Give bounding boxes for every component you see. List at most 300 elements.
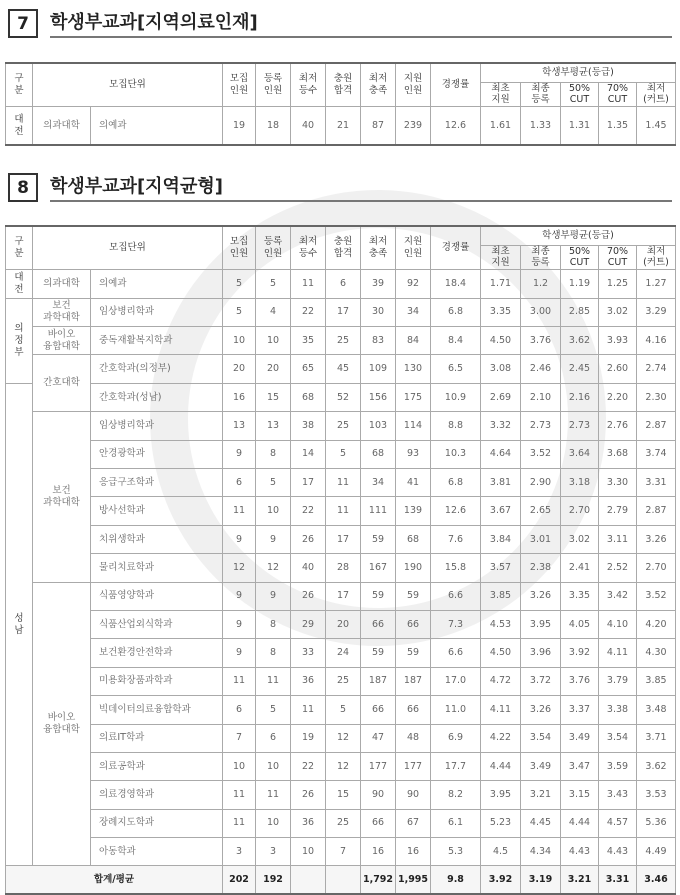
value-cell: 21 <box>326 107 361 145</box>
value-cell: 59 <box>361 639 396 667</box>
value-cell: 3.54 <box>599 724 637 752</box>
value-cell: 109 <box>361 355 396 383</box>
value-cell: 11 <box>223 667 256 695</box>
value-cell: 1.19 <box>561 270 599 298</box>
value-cell: 2.60 <box>599 355 637 383</box>
value-cell: 66 <box>361 696 396 724</box>
value-cell: 17 <box>326 525 361 553</box>
total-value-cell: 1,792 <box>361 866 396 894</box>
header-applicants: 지원 인원 <box>396 63 431 107</box>
value-cell: 90 <box>361 781 396 809</box>
value-cell: 1.25 <box>599 270 637 298</box>
department-cell: 중독재활복지학과 <box>91 327 223 355</box>
value-cell: 114 <box>396 412 431 440</box>
table-row <box>6 667 676 695</box>
header-first: 최초 지원 <box>481 82 521 107</box>
value-cell: 3.42 <box>599 582 637 610</box>
header-cut50: 50% CUT <box>561 245 599 270</box>
value-cell: 3.48 <box>637 696 676 724</box>
header-cut50: 50% CUT <box>561 82 599 107</box>
value-cell: 10 <box>256 752 291 780</box>
value-cell: 17.7 <box>431 752 481 780</box>
value-cell: 1.71 <box>481 270 521 298</box>
value-cell: 68 <box>396 525 431 553</box>
value-cell: 3.76 <box>561 667 599 695</box>
value-cell: 68 <box>291 383 326 411</box>
table-regional-medical-talent <box>5 62 676 146</box>
value-cell: 28 <box>326 554 361 582</box>
value-cell: 3.35 <box>561 582 599 610</box>
value-cell: 2.74 <box>637 355 676 383</box>
total-value-cell: 9.8 <box>431 866 481 894</box>
value-cell: 139 <box>396 497 431 525</box>
value-cell: 4.22 <box>481 724 521 752</box>
department-cell: 빅데이터의료융합학과 <box>91 696 223 724</box>
value-cell: 5.36 <box>637 809 676 837</box>
value-cell: 3.49 <box>521 752 561 780</box>
value-cell: 87 <box>361 107 396 145</box>
value-cell: 190 <box>396 554 431 582</box>
value-cell: 2.65 <box>521 497 561 525</box>
value-cell: 10.9 <box>431 383 481 411</box>
header-first: 최초 지원 <box>481 245 521 270</box>
value-cell: 10.3 <box>431 440 481 468</box>
value-cell: 11.0 <box>431 696 481 724</box>
value-cell: 59 <box>361 582 396 610</box>
header-gpa-group: 학생부평균(등급) <box>481 226 676 245</box>
value-cell: 6.9 <box>431 724 481 752</box>
value-cell: 20 <box>256 355 291 383</box>
value-cell: 2.20 <box>599 383 637 411</box>
table-regional-balance <box>5 225 676 895</box>
header-recruit: 모집 인원 <box>223 63 256 107</box>
value-cell: 11 <box>223 809 256 837</box>
value-cell: 4.53 <box>481 610 521 638</box>
value-cell: 4.05 <box>561 610 599 638</box>
department-cell: 보건환경안전학과 <box>91 639 223 667</box>
college-cell: 보건 과학대학 <box>33 298 91 326</box>
value-cell: 84 <box>396 327 431 355</box>
value-cell: 14 <box>291 440 326 468</box>
department-cell: 간호학과(의정부) <box>91 355 223 383</box>
value-cell: 11 <box>256 781 291 809</box>
value-cell: 8.4 <box>431 327 481 355</box>
value-cell: 3.52 <box>637 582 676 610</box>
department-cell: 임상병리학과 <box>91 412 223 440</box>
value-cell: 4.57 <box>599 809 637 837</box>
department-cell: 치위생학과 <box>91 525 223 553</box>
table-row <box>6 383 676 411</box>
table-row <box>6 497 676 525</box>
section-title: 학생부교과[지역균형] <box>50 172 672 202</box>
value-cell: 5 <box>223 298 256 326</box>
value-cell: 3.02 <box>561 525 599 553</box>
college-cell: 바이오 융합대학 <box>33 582 91 866</box>
value-cell: 5 <box>326 696 361 724</box>
value-cell: 9 <box>223 582 256 610</box>
value-cell: 156 <box>361 383 396 411</box>
value-cell: 5.3 <box>431 838 481 866</box>
value-cell: 5 <box>223 270 256 298</box>
value-cell: 15.8 <box>431 554 481 582</box>
value-cell: 4.10 <box>599 610 637 638</box>
value-cell: 12.6 <box>431 107 481 145</box>
value-cell: 3.71 <box>637 724 676 752</box>
total-value-cell: 3.19 <box>521 866 561 894</box>
value-cell: 26 <box>291 781 326 809</box>
value-cell: 12 <box>326 724 361 752</box>
table-row <box>6 355 676 383</box>
value-cell: 19 <box>223 107 256 145</box>
department-cell: 식품산업외식학과 <box>91 610 223 638</box>
department-cell: 의료경영학과 <box>91 781 223 809</box>
value-cell: 15 <box>256 383 291 411</box>
total-value-cell: 192 <box>256 866 291 894</box>
department-cell: 미용화장품과학과 <box>91 667 223 695</box>
value-cell: 9 <box>256 525 291 553</box>
value-cell: 5 <box>256 270 291 298</box>
value-cell: 2.87 <box>637 412 676 440</box>
value-cell: 4.20 <box>637 610 676 638</box>
department-cell: 아동학과 <box>91 838 223 866</box>
value-cell: 11 <box>223 781 256 809</box>
value-cell: 3.85 <box>481 582 521 610</box>
value-cell: 175 <box>396 383 431 411</box>
table-row <box>6 610 676 638</box>
value-cell: 3.76 <box>521 327 561 355</box>
table-row <box>6 554 676 582</box>
total-value-cell: 3.31 <box>599 866 637 894</box>
value-cell: 2.85 <box>561 298 599 326</box>
value-cell: 187 <box>361 667 396 695</box>
value-cell: 36 <box>291 809 326 837</box>
value-cell: 29 <box>291 610 326 638</box>
value-cell: 3.53 <box>637 781 676 809</box>
header-min_rank: 최저 등수 <box>291 63 326 107</box>
value-cell: 167 <box>361 554 396 582</box>
table-row <box>6 107 676 145</box>
value-cell: 4.49 <box>637 838 676 866</box>
value-cell: 1.61 <box>481 107 521 145</box>
value-cell: 16 <box>361 838 396 866</box>
value-cell: 25 <box>326 809 361 837</box>
value-cell: 30 <box>361 298 396 326</box>
value-cell: 92 <box>396 270 431 298</box>
value-cell: 177 <box>396 752 431 780</box>
section-number: 7 <box>8 9 38 38</box>
value-cell: 3.02 <box>599 298 637 326</box>
region-cell: 대 전 <box>6 270 33 298</box>
value-cell: 90 <box>396 781 431 809</box>
table-row <box>6 412 676 440</box>
value-cell: 3.54 <box>521 724 561 752</box>
value-cell: 1.31 <box>561 107 599 145</box>
header-cut70: 70% CUT <box>599 245 637 270</box>
department-cell: 물리치료학과 <box>91 554 223 582</box>
value-cell: 9 <box>256 582 291 610</box>
college-cell: 보건 과학대학 <box>33 412 91 582</box>
table-row <box>6 809 676 837</box>
value-cell: 6.8 <box>431 468 481 496</box>
table-row <box>6 270 676 298</box>
department-cell: 의료IT학과 <box>91 724 223 752</box>
value-cell: 2.87 <box>637 497 676 525</box>
header-ratio: 경쟁률 <box>431 226 481 270</box>
value-cell: 5 <box>256 468 291 496</box>
value-cell: 59 <box>361 525 396 553</box>
value-cell: 22 <box>291 752 326 780</box>
region-cell: 대 전 <box>6 107 33 145</box>
value-cell: 5 <box>326 440 361 468</box>
value-cell: 2.45 <box>561 355 599 383</box>
header-final: 최종 등록 <box>521 82 561 107</box>
value-cell: 3.85 <box>637 667 676 695</box>
value-cell: 7.3 <box>431 610 481 638</box>
value-cell: 1.27 <box>637 270 676 298</box>
value-cell: 3.95 <box>521 610 561 638</box>
department-cell: 식품영양학과 <box>91 582 223 610</box>
value-cell: 6.6 <box>431 582 481 610</box>
value-cell: 3.62 <box>637 752 676 780</box>
value-cell: 25 <box>326 327 361 355</box>
value-cell: 18.4 <box>431 270 481 298</box>
value-cell: 7 <box>326 838 361 866</box>
value-cell: 3.29 <box>637 298 676 326</box>
table-row <box>6 298 676 326</box>
header-unit: 모집단위 <box>33 63 223 107</box>
value-cell: 239 <box>396 107 431 145</box>
value-cell: 3.49 <box>561 724 599 752</box>
value-cell: 2.10 <box>521 383 561 411</box>
department-cell: 장례지도학과 <box>91 809 223 837</box>
value-cell: 47 <box>361 724 396 752</box>
college-cell: 의과대학 <box>33 270 91 298</box>
value-cell: 3.96 <box>521 639 561 667</box>
total-value-cell: 1,995 <box>396 866 431 894</box>
value-cell: 25 <box>326 412 361 440</box>
value-cell: 2.79 <box>599 497 637 525</box>
value-cell: 4 <box>256 298 291 326</box>
value-cell: 12.6 <box>431 497 481 525</box>
value-cell: 9 <box>223 525 256 553</box>
value-cell: 20 <box>223 355 256 383</box>
value-cell: 10 <box>256 327 291 355</box>
region-cell: 의 정 부 <box>6 298 33 383</box>
value-cell: 35 <box>291 327 326 355</box>
table-row <box>6 724 676 752</box>
value-cell: 3.64 <box>561 440 599 468</box>
value-cell: 3.21 <box>521 781 561 809</box>
value-cell: 103 <box>361 412 396 440</box>
value-cell: 2.16 <box>561 383 599 411</box>
value-cell: 6.8 <box>431 298 481 326</box>
value-cell: 10 <box>256 809 291 837</box>
value-cell: 10 <box>223 752 256 780</box>
header-ratio: 경쟁률 <box>431 63 481 107</box>
header-region: 구 분 <box>6 226 33 270</box>
value-cell: 3.93 <box>599 327 637 355</box>
value-cell: 17.0 <box>431 667 481 695</box>
value-cell: 3 <box>256 838 291 866</box>
value-cell: 2.90 <box>521 468 561 496</box>
value-cell: 40 <box>291 554 326 582</box>
value-cell: 4.45 <box>521 809 561 837</box>
value-cell: 8 <box>256 440 291 468</box>
value-cell: 36 <box>291 667 326 695</box>
table-row <box>6 752 676 780</box>
header-cut70: 70% CUT <box>599 82 637 107</box>
value-cell: 7 <box>223 724 256 752</box>
value-cell: 10 <box>291 838 326 866</box>
value-cell: 12 <box>223 554 256 582</box>
department-cell: 응급구조학과 <box>91 468 223 496</box>
department-cell: 방사선학과 <box>91 497 223 525</box>
value-cell: 40 <box>291 107 326 145</box>
value-cell: 3.11 <box>599 525 637 553</box>
value-cell: 3.18 <box>561 468 599 496</box>
header-min_rank: 최저 등수 <box>291 226 326 270</box>
value-cell: 2.70 <box>637 554 676 582</box>
value-cell: 111 <box>361 497 396 525</box>
value-cell: 6.5 <box>431 355 481 383</box>
value-cell: 15 <box>326 781 361 809</box>
department-cell: 간호학과(성남) <box>91 383 223 411</box>
value-cell: 4.16 <box>637 327 676 355</box>
value-cell: 2.69 <box>481 383 521 411</box>
value-cell: 10 <box>223 327 256 355</box>
value-cell: 3.35 <box>481 298 521 326</box>
department-cell: 의예과 <box>91 270 223 298</box>
value-cell: 7.6 <box>431 525 481 553</box>
value-cell: 3.08 <box>481 355 521 383</box>
value-cell: 187 <box>396 667 431 695</box>
value-cell: 3.57 <box>481 554 521 582</box>
department-cell: 임상병리학과 <box>91 298 223 326</box>
value-cell: 4.43 <box>599 838 637 866</box>
value-cell: 12 <box>256 554 291 582</box>
college-cell: 간호대학 <box>33 355 91 412</box>
value-cell: 3.32 <box>481 412 521 440</box>
header-min_meet: 최저 충족 <box>361 226 396 270</box>
value-cell: 2.70 <box>561 497 599 525</box>
value-cell: 4.11 <box>599 639 637 667</box>
value-cell: 4.5 <box>481 838 521 866</box>
region-cell: 성 남 <box>6 383 33 866</box>
table-row <box>6 525 676 553</box>
value-cell: 8.2 <box>431 781 481 809</box>
header-gpa-group: 학생부평균(등급) <box>481 63 676 82</box>
value-cell: 11 <box>291 270 326 298</box>
value-cell: 3.37 <box>561 696 599 724</box>
value-cell: 2.73 <box>521 412 561 440</box>
value-cell: 4.72 <box>481 667 521 695</box>
value-cell: 5 <box>256 696 291 724</box>
value-cell: 11 <box>326 468 361 496</box>
table-row <box>6 838 676 866</box>
value-cell: 4.11 <box>481 696 521 724</box>
value-cell: 2.52 <box>599 554 637 582</box>
value-cell: 130 <box>396 355 431 383</box>
value-cell: 3.31 <box>637 468 676 496</box>
header-extra: 충원 합격 <box>326 63 361 107</box>
value-cell: 1.45 <box>637 107 676 145</box>
value-cell: 3.26 <box>521 582 561 610</box>
value-cell: 3.59 <box>599 752 637 780</box>
section-number: 8 <box>8 173 38 202</box>
table-row <box>6 468 676 496</box>
value-cell: 59 <box>396 639 431 667</box>
total-value-cell: 202 <box>223 866 256 894</box>
section-8-heading <box>8 172 672 202</box>
value-cell: 3.67 <box>481 497 521 525</box>
value-cell: 3.26 <box>521 696 561 724</box>
header-extra: 충원 합격 <box>326 226 361 270</box>
value-cell: 41 <box>396 468 431 496</box>
header-region: 구 분 <box>6 63 33 107</box>
department-cell: 안경광학과 <box>91 440 223 468</box>
value-cell: 8 <box>256 610 291 638</box>
value-cell: 16 <box>223 383 256 411</box>
total-value-cell: 3.21 <box>561 866 599 894</box>
table-row <box>6 639 676 667</box>
value-cell: 93 <box>396 440 431 468</box>
value-cell: 3.00 <box>521 298 561 326</box>
header-enrolled: 등록 인원 <box>256 226 291 270</box>
value-cell: 6 <box>256 724 291 752</box>
value-cell: 8 <box>256 639 291 667</box>
value-cell: 4.44 <box>481 752 521 780</box>
value-cell: 6.1 <box>431 809 481 837</box>
value-cell: 66 <box>396 696 431 724</box>
value-cell: 26 <box>291 582 326 610</box>
value-cell: 22 <box>291 497 326 525</box>
value-cell: 3.38 <box>599 696 637 724</box>
value-cell: 3.01 <box>521 525 561 553</box>
value-cell: 13 <box>223 412 256 440</box>
value-cell: 3.26 <box>637 525 676 553</box>
value-cell: 11 <box>291 696 326 724</box>
value-cell: 4.34 <box>521 838 561 866</box>
value-cell: 26 <box>291 525 326 553</box>
value-cell: 17 <box>291 468 326 496</box>
value-cell: 83 <box>361 327 396 355</box>
value-cell: 3.30 <box>599 468 637 496</box>
value-cell: 67 <box>396 809 431 837</box>
value-cell: 1.33 <box>521 107 561 145</box>
value-cell: 9 <box>223 610 256 638</box>
header-recruit: 모집 인원 <box>223 226 256 270</box>
value-cell: 2.38 <box>521 554 561 582</box>
value-cell: 66 <box>396 610 431 638</box>
value-cell: 25 <box>326 667 361 695</box>
value-cell: 6 <box>223 468 256 496</box>
value-cell: 2.30 <box>637 383 676 411</box>
total-label: 합계/평균 <box>6 866 223 894</box>
table-row <box>6 440 676 468</box>
header-unit: 모집단위 <box>33 226 223 270</box>
value-cell: 10 <box>256 497 291 525</box>
value-cell: 3.84 <box>481 525 521 553</box>
value-cell: 65 <box>291 355 326 383</box>
header-lowest: 최저 (커트) <box>637 245 676 270</box>
header-enrolled: 등록 인원 <box>256 63 291 107</box>
value-cell: 6.6 <box>431 639 481 667</box>
value-cell: 38 <box>291 412 326 440</box>
value-cell: 45 <box>326 355 361 383</box>
value-cell: 17 <box>326 582 361 610</box>
value-cell: 3.15 <box>561 781 599 809</box>
table-row <box>6 327 676 355</box>
